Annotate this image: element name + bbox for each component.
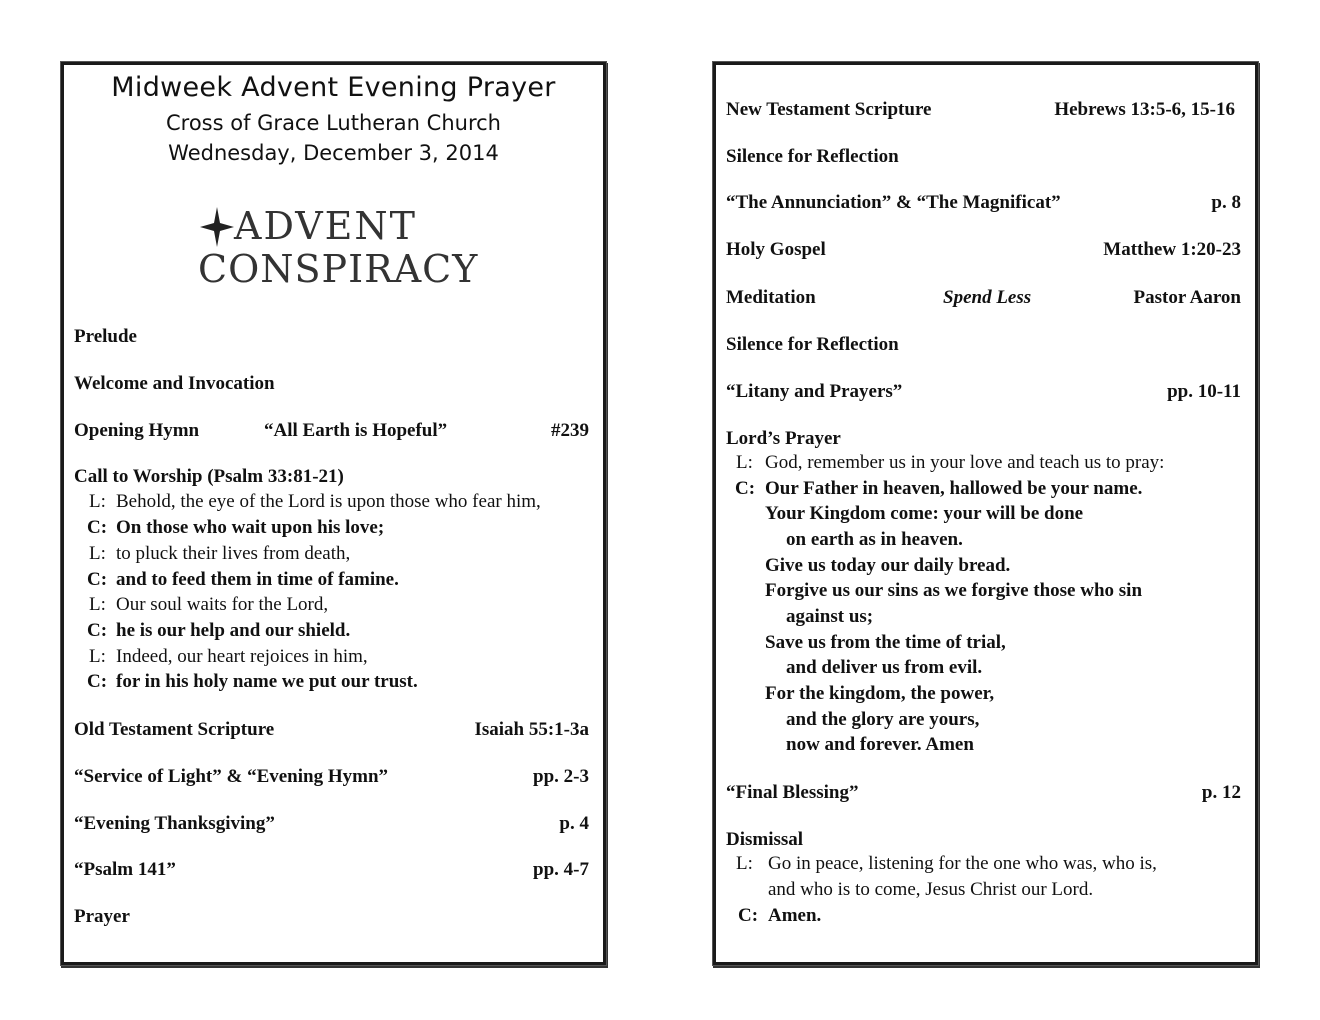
litany-line: On those who wait upon his love; <box>116 517 385 538</box>
service-of-light-label: “Service of Light” & “Evening Hymn” <box>74 766 389 787</box>
litany-speaker: L: <box>89 594 106 615</box>
litany-speaker: L: <box>89 646 106 667</box>
litany-prayers-label: “Litany and Prayers” <box>726 381 903 402</box>
logo-line-1: ADVENT <box>234 204 418 248</box>
welcome-invocation: Welcome and Invocation <box>74 373 275 394</box>
opening-hymn-title: “All Earth is Hopeful” <box>264 420 448 441</box>
prayer-line: and the glory are yours, <box>786 709 980 730</box>
litany-line: to pluck their lives from death, <box>116 543 351 564</box>
litany-line: Our soul waits for the Lord, <box>116 594 329 615</box>
litany-speaker: L: <box>89 543 106 564</box>
opening-hymn-label: Opening Hymn <box>74 420 200 441</box>
litany-prayers-ref: pp. 10-11 <box>1167 381 1241 402</box>
new-testament-ref: Hebrews 13:5-6, 15-16 <box>1054 99 1235 120</box>
meditation-label: Meditation <box>726 287 816 308</box>
litany-speaker: C: <box>87 569 108 590</box>
prayer-line: Save us from the time of trial, <box>765 632 1006 653</box>
prelude: Prelude <box>74 326 137 347</box>
prayer-line: on earth as in heaven. <box>786 529 963 550</box>
silence-for-reflection: Silence for Reflection <box>726 334 899 355</box>
leader-speaker: L: <box>736 452 753 473</box>
congregation-speaker: C: <box>735 478 756 499</box>
litany-speaker: C: <box>87 671 108 692</box>
dismissal-response: Amen. <box>768 905 822 926</box>
litany-line: for in his holy name we put our trust. <box>116 671 418 692</box>
prayer-line: against us; <box>786 606 874 627</box>
congregation-speaker: C: <box>738 905 759 926</box>
meditation-speaker: Pastor Aaron <box>1133 287 1241 308</box>
prayer-line: and deliver us from evil. <box>786 657 983 678</box>
page-title: Midweek Advent Evening Prayer <box>111 72 556 103</box>
evening-thanksgiving-ref: p. 4 <box>559 813 589 834</box>
leader-line: God, remember us in your love and teach us to pray: <box>765 452 1165 473</box>
annunciation-ref: p. 8 <box>1211 192 1241 213</box>
prayer-line: Your Kingdom come: your will be done <box>765 503 1084 524</box>
final-blessing-label: “Final Blessing” <box>726 782 859 803</box>
psalm-141-ref: pp. 4-7 <box>533 859 589 880</box>
dismissal-line: and who is to come, Jesus Christ our Lord. <box>768 879 1094 900</box>
prayer-line: Forgive us our sins as we forgive those who sin <box>765 580 1143 601</box>
prayer-line: Give us today our daily bread. <box>765 555 1011 576</box>
left-page <box>61 62 606 965</box>
litany-line: he is our help and our shield. <box>116 620 351 641</box>
lords-prayer-heading: Lord’s Prayer <box>726 428 841 449</box>
leader-speaker: L: <box>736 853 753 874</box>
advent-conspiracy-logo <box>198 203 478 293</box>
prayer-line: Our Father in heaven, hallowed be your name. <box>765 478 1143 499</box>
new-testament-label: New Testament Scripture <box>726 99 932 120</box>
silence-for-reflection: Silence for Reflection <box>726 146 899 167</box>
final-blessing-ref: p. 12 <box>1201 782 1241 803</box>
annunciation-label: “The Annunciation” & “The Magnificat” <box>726 192 1061 213</box>
prayer: Prayer <box>74 906 130 927</box>
meditation-title: Spend Less <box>943 287 1032 308</box>
service-of-light-ref: pp. 2-3 <box>533 766 589 787</box>
right-page <box>713 62 1258 965</box>
litany-speaker: C: <box>87 620 108 641</box>
dismissal-heading: Dismissal <box>726 829 804 850</box>
old-testament-label: Old Testament Scripture <box>74 719 275 740</box>
service-date: Wednesday, December 3, 2014 <box>168 141 499 165</box>
litany-line: Indeed, our heart rejoices in him, <box>116 646 368 667</box>
prayer-line: now and forever. Amen <box>786 734 974 755</box>
church-name: Cross of Grace Lutheran Church <box>166 111 501 135</box>
litany-line: and to feed them in time of famine. <box>116 569 399 590</box>
holy-gospel-label: Holy Gospel <box>726 239 826 260</box>
prayer-line: For the kingdom, the power, <box>765 683 995 704</box>
logo-line-2: CONSPIRACY <box>198 247 479 291</box>
star-icon <box>200 207 234 247</box>
dismissal-line: Go in peace, listening for the one who was, who is, <box>768 853 1157 874</box>
call-to-worship-heading: Call to Worship (Psalm 33:81-21) <box>74 466 344 487</box>
litany-speaker: L: <box>89 491 106 512</box>
litany-line: Behold, the eye of the Lord is upon those who fear him, <box>116 491 541 512</box>
old-testament-ref: Isaiah 55:1-3a <box>474 719 589 740</box>
evening-thanksgiving-label: “Evening Thanksgiving” <box>74 813 275 834</box>
holy-gospel-ref: Matthew 1:20-23 <box>1103 239 1241 260</box>
opening-hymn-number: #239 <box>551 420 589 441</box>
litany-speaker: C: <box>87 517 108 538</box>
psalm-141-label: “Psalm 141” <box>74 859 176 880</box>
